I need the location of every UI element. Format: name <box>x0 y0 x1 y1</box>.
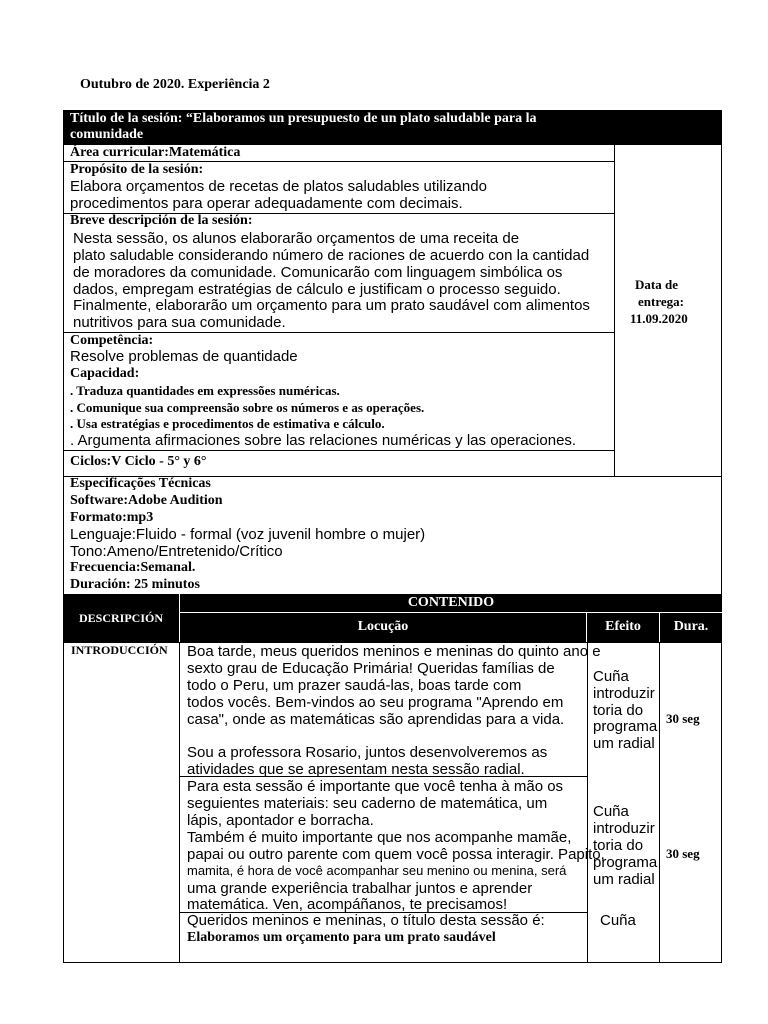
row1-locution-line: sexto grau de Educação Primária! Queridas famílias de <box>187 660 555 677</box>
row2-locution-line: Também é muito importante que nos acompanhe mamãe, <box>187 829 572 846</box>
purpose-label: Propósito de la sesión: <box>70 162 204 177</box>
row3-locution-line2: Elaboramos um orçamento para um prato saudável <box>187 930 496 945</box>
col-locution: Locução <box>357 619 409 634</box>
competence-value: Resolve problemas de quantidade <box>70 348 298 365</box>
row2-effect-line: toria do <box>593 837 644 854</box>
purpose-line2: procedimentos para operar adequadamente com decimais. <box>70 195 463 212</box>
description-line: de moradores da comunidade. Comunicarão com linguagem simbólica os <box>73 264 563 281</box>
specs-frequency: Frecuencia:Semanal. <box>70 560 196 575</box>
row2-effect-line: um radial <box>593 871 655 888</box>
session-title-line1: Título de la sesión: “Elaboramos un presupuesto de un plato saludable para la <box>70 111 537 126</box>
row1-locution-line: todos vocês. Bem-vindos ao seu programa "Aprendo em <box>187 694 564 711</box>
specs-title: Especificações Técnicas <box>70 476 211 491</box>
row2-locution-line: mamita, é hora de você acompanhar seu menino ou menina, será <box>187 863 567 878</box>
description-line: dados, empregam estratégias de cálculo e justificam o processo seguido. <box>73 281 561 298</box>
competence-label: Competência: <box>70 333 154 348</box>
row1-effect-line: programa <box>593 718 658 735</box>
col-content: CONTENIDO <box>407 595 495 610</box>
specs-language: Lenguaje:Fluido - formal (voz juvenil hombre o mujer) <box>70 526 426 543</box>
row2-locution-line: uma grande experiência trabalhar juntos e aprender <box>187 880 533 897</box>
section-introduction: INTRODUCCIÓN <box>71 643 168 657</box>
capacity-label: Capacidad: <box>70 366 140 381</box>
col-duration: Dura. <box>673 619 709 634</box>
specs-format: Formato:mp3 <box>70 510 154 525</box>
row1-locution-line: atividades que se apresentam nesta sessão radial. <box>187 761 525 778</box>
row1-locution-line: todo o Peru, um prazer saudá-las, boas tarde com <box>187 677 522 694</box>
specs-tone: Tono:Ameno/Entretenido/Crítico <box>70 543 283 560</box>
session-title-bar <box>63 110 722 145</box>
capacity-item: . Comunique sua compreensão sobre os números e as operações. <box>70 400 425 415</box>
curricular-area: Área curricular:Matemática <box>70 145 241 160</box>
col-effect: Efeito <box>605 619 641 634</box>
row3-effect: Cuña <box>600 912 636 929</box>
row2-duration: 30 seg <box>666 846 700 861</box>
row2-locution-line: lápis, apontador e borracha. <box>187 812 374 829</box>
row1-effect-line: toria do <box>593 702 644 719</box>
row2-locution-line: papai ou outro parente com quem você possa interagir. Papito, <box>187 846 605 863</box>
capacity-item: . Traduza quantidades em expressões numéricas. <box>70 383 340 398</box>
row1-duration: 30 seg <box>666 711 700 726</box>
description-line: nutritivos para sua comunidade. <box>73 314 286 331</box>
specs-software: Software:Adobe Audition <box>70 493 223 508</box>
description-line: Finalmente, elaborarão um orçamento para um prato saudável com alimentos <box>73 297 590 314</box>
row2-effect-line: introduzir <box>593 820 655 837</box>
row1-locution-line: casa", onde as matemáticas são aprendidas para a vida. <box>187 711 565 728</box>
cycles: Ciclos:V Ciclo - 5° y 6° <box>70 454 207 469</box>
capacity-item: . Usa estratégias e procedimentos de estimativa e cálculo. <box>70 416 385 431</box>
row1-effect-line: Cuña <box>593 668 629 685</box>
session-title-line2: comunidade <box>70 127 144 142</box>
specs-duration: Duración: 25 minutos <box>70 577 200 592</box>
row1-locution-line: Boa tarde, meus queridos meninos e meninas do quinto ano e <box>187 643 601 660</box>
row2-locution-line: Para esta sessão é importante que você tenha à mão os <box>187 778 564 795</box>
row2-effect-line: programa <box>593 854 658 871</box>
row1-locution-line: Sou a professora Rosario, juntos desenvolveremos as <box>187 744 548 761</box>
row3-locution-line1: Queridos meninos e meninas, o título desta sessão é: <box>187 912 545 929</box>
row2-effect-line: Cuña <box>593 803 629 820</box>
row1-effect-line: introduzir <box>593 685 655 702</box>
description-line: Nesta sessão, os alunos elaborarão orçamentos de uma receita de <box>73 230 520 247</box>
purpose-line1: Elabora orçamentos de recetas de platos saludables utilizando <box>70 178 487 195</box>
capacity-item: . Argumenta afirmaciones sobre las relaciones numéricas y las operaciones. <box>70 432 577 449</box>
row2-locution-line: seguientes materiais: seu caderno de matemática, um <box>187 795 548 812</box>
delivery-label-line2: entrega: <box>638 294 684 309</box>
row1-effect-line: um radial <box>593 735 655 752</box>
delivery-label-line1: Data de <box>635 277 678 292</box>
row2-locution-line: matemática. Ven, acompáñanos, te precisamos! <box>187 896 508 913</box>
delivery-date: 11.09.2020 <box>630 311 688 326</box>
page-header: Outubro de 2020. Experiência 2 <box>80 77 270 92</box>
description-label: Breve descripción de la sesión: <box>70 213 253 228</box>
col-description: DESCRIPCIÓN <box>78 611 163 625</box>
description-line: plato saludable considerando número de raciones de acuerdo con la cantidad <box>73 247 590 264</box>
